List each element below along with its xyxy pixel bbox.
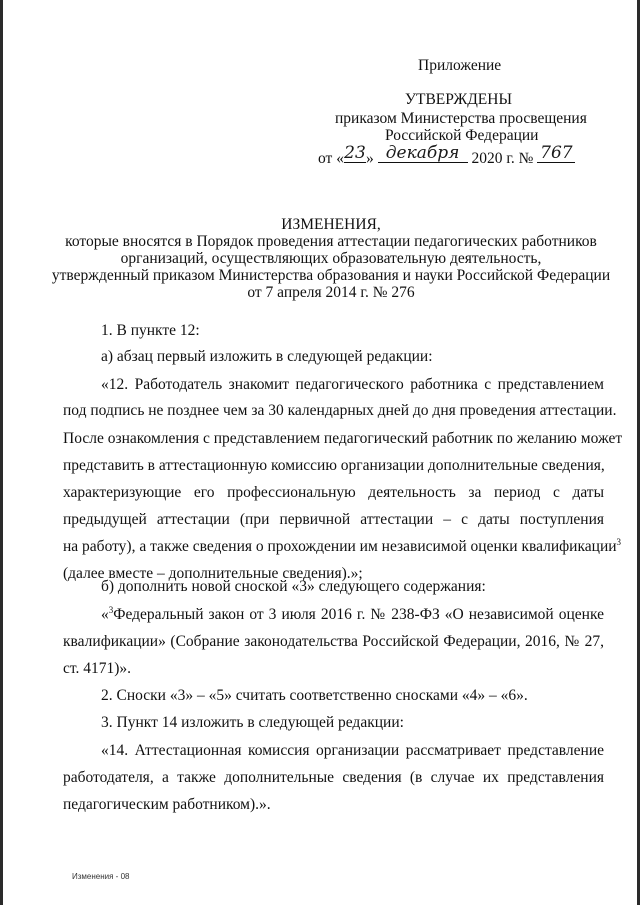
quote12-line5: характеризующие его профессиональную деятельность за период с даты xyxy=(63,484,604,501)
doc-subtitle-line1: которые вносятся в Порядок проведения аттестации педагогических работников xyxy=(65,233,597,250)
paragraph-item-1a: а) абзац первый изложить в следующей редакции: xyxy=(101,348,433,365)
footer-code: Изменения - 08 xyxy=(72,872,130,881)
paragraph-item-3: 3. Пункт 14 изложить в следующей редакции: xyxy=(101,714,404,731)
paragraph-item-1b: б) дополнить новой сноской «3» следующего содержания: xyxy=(101,578,486,595)
quote12-line8: (далее вместе – дополнительные сведения).»; xyxy=(63,565,363,582)
scan-edge-left xyxy=(0,0,3,905)
date-month-handwritten: декабря xyxy=(385,143,460,163)
doc-subtitle-line2: организаций, осуществляющих образовательную деятельность, xyxy=(120,250,542,267)
quote12-line4: представить в аттестационную комиссию организации дополнительные сведения, xyxy=(63,457,605,474)
footnote-ref-3: 3 xyxy=(616,536,622,547)
date-prefix: от « xyxy=(318,150,344,167)
quote14-line2: работодателя, а также дополнительные сведения (в случае их представления xyxy=(63,769,604,786)
approved-label: УТВЕРЖДЕНЫ xyxy=(405,91,512,108)
paragraph-item-2: 2. Сноски «3» – «5» считать соответственно сносками «4» – «6». xyxy=(101,687,528,704)
footnote-line2: квалификации» (Собрание законодательства Российской Федерации, 2016, № 27, xyxy=(63,633,604,650)
footnote-line3: ст. 4171)». xyxy=(63,660,132,677)
appendix-label: Приложение xyxy=(418,57,502,74)
date-day-handwritten: 23 xyxy=(344,143,366,163)
doc-subtitle-line3: утвержденный приказом Министерства образования и науки Российской Федерации xyxy=(51,267,611,284)
quote14-line3: педагогическим работником).». xyxy=(63,796,271,813)
doc-subtitle-line4: от 7 апреля 2014 г. № 276 xyxy=(247,284,415,301)
quote12-line7: на работу), а также сведения о прохождении им независимой оценки квалификации$^3$ xyxy=(63,536,622,555)
order-issuer-line2: Российской Федерации xyxy=(385,127,539,144)
date-quote-close: » xyxy=(365,150,374,167)
paragraph-item-1: 1. В пункте 12: xyxy=(101,322,200,339)
order-issuer-line1: приказом Министерства просвещения xyxy=(335,110,587,127)
date-year: 2020 г. № xyxy=(471,150,534,167)
quote12-line6: предыдущей аттестации (при первичной аттестации – с даты поступления xyxy=(63,511,604,528)
footnote-line1: «$^3$Федеральный закон от 3 июля 2016 г. № 238-ФЗ «О независимой оценке xyxy=(101,604,604,623)
quote14-line1: «14. Аттестационная комиссия организации рассматривает представление xyxy=(101,742,604,759)
quote12-line2: под подпись не позднее чем за 30 календарных дней до дня проведения аттестации. xyxy=(63,402,617,419)
doc-title: ИЗМЕНЕНИЯ, xyxy=(281,216,381,233)
order-date-line xyxy=(318,143,575,168)
quote12-line3: После ознакомления с представлением педагогический работник по желанию может xyxy=(63,430,623,447)
quote12-line1: «12. Работодатель знакомит педагогического работника с представлением xyxy=(101,376,604,393)
order-number-handwritten: 767 xyxy=(540,143,573,163)
